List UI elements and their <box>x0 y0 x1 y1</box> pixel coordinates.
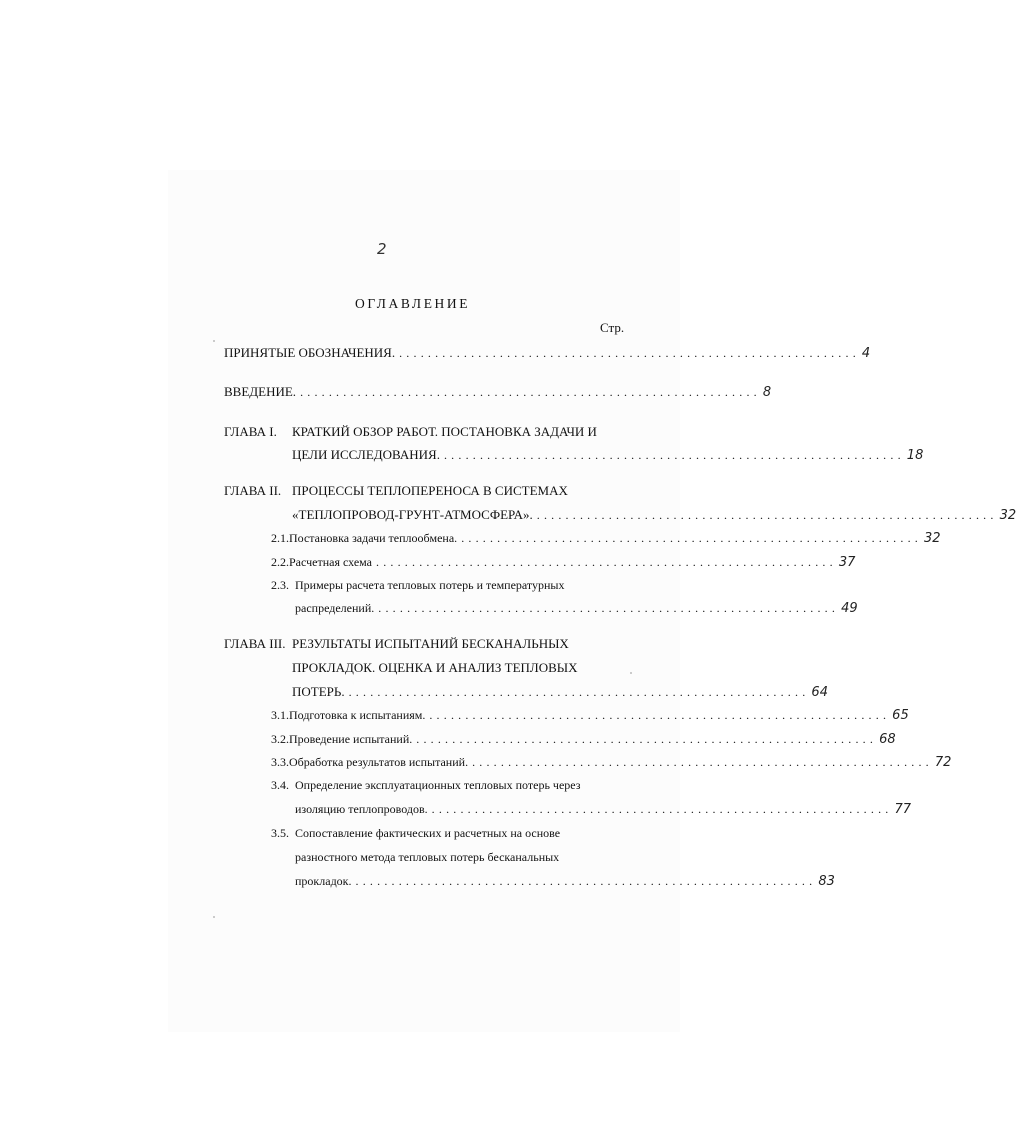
entry-page: 83 <box>818 874 835 889</box>
entry-page: 49 <box>841 601 858 616</box>
toc-section-2-1[interactable] <box>271 531 941 546</box>
toc-section-3-1[interactable] <box>271 708 909 723</box>
entry-text: «ТЕПЛОПРОВОД-ГРУНТ-АТМОСФЕРА». <box>292 507 533 522</box>
section-number: 3.1. <box>271 708 289 722</box>
leader-dots: ................................................................ <box>536 508 998 522</box>
entry-text: Постановка задачи теплообмена. <box>289 531 458 545</box>
section-number: 2.3. <box>271 578 289 592</box>
entry-page: 72 <box>934 755 952 770</box>
toc-chapter-2-heading[interactable] <box>224 483 568 499</box>
entry-text: Расчетная схема <box>289 555 372 569</box>
toc-title: ОГЛАВЛЕНИЕ <box>355 296 471 311</box>
entry-page: 65 <box>892 708 909 723</box>
toc-section-3-4[interactable] <box>271 778 581 793</box>
entry-page: 64 <box>811 685 828 700</box>
section-number: 3.4. <box>271 778 289 792</box>
section-number: 3.3. <box>271 755 289 769</box>
toc-chapter-3-line-2[interactable] <box>292 660 578 676</box>
entry-page: 8 <box>762 385 772 400</box>
scan-speck <box>213 916 215 918</box>
entry-text: ВВЕДЕНИЕ. <box>224 384 297 399</box>
entry-text: ПРИНЯТЫЕ ОБОЗНАЧЕНИЯ. <box>224 345 396 360</box>
toc-section-3-4-end[interactable] <box>295 802 912 817</box>
entry-text: Проведение испытаний. <box>289 732 413 746</box>
scan-speck <box>630 672 632 674</box>
toc-chapter-1-end[interactable] <box>292 447 924 463</box>
entry-text: Примеры расчета тепловых потерь и температурных <box>295 578 565 592</box>
entry-page: 4 <box>861 346 871 361</box>
entry-text: Подготовка к испытаниям. <box>289 708 426 722</box>
entry-page: 68 <box>879 732 896 747</box>
leader-dots: ................................................................ <box>355 874 817 888</box>
toc-section-2-3[interactable] <box>271 578 565 593</box>
toc-section-3-5-end[interactable] <box>295 874 835 889</box>
entry-text: ПОТЕРЬ. <box>292 684 345 699</box>
toc-chapter-1-heading[interactable] <box>224 424 597 440</box>
entry-text: ПРОКЛАДОК. ОЦЕНКА И АНАЛИЗ ТЕПЛОВЫХ <box>292 660 578 675</box>
toc-section-3-5[interactable] <box>271 826 560 841</box>
section-number: 2.2. <box>271 555 289 569</box>
scan-speck <box>213 340 215 342</box>
toc-section-2-2[interactable] <box>271 555 856 570</box>
toc-chapter-3-heading[interactable] <box>224 636 569 652</box>
entry-text: ЦЕЛИ ИССЛЕДОВАНИЯ. <box>292 447 440 462</box>
leader-dots: ................................................................ <box>348 685 810 699</box>
entry-text: Сопоставление фактических и расчетных на основе <box>295 826 561 840</box>
entry-page: 32 <box>924 531 941 546</box>
section-number: 3.2. <box>271 732 289 746</box>
entry-text: изоляцию теплопроводов. <box>295 802 428 816</box>
leader-dots: ................................................................ <box>443 448 905 462</box>
entry-text: КРАТКИЙ ОБЗОР РАБОТ. ПОСТАНОВКА ЗАДАЧИ И <box>292 424 597 439</box>
page-number: 2 <box>377 240 387 258</box>
toc-section-3-2[interactable] <box>271 732 896 747</box>
leader-dots: ................................................................ <box>472 755 933 769</box>
leader-dots: ................................................................ <box>429 708 891 722</box>
toc-entry-notation[interactable] <box>224 345 871 361</box>
section-number: 3.5. <box>271 826 289 840</box>
entry-text: ПРОЦЕССЫ ТЕПЛОПЕРЕНОСА В СИСТЕМАХ <box>292 483 568 498</box>
entry-text: прокладок. <box>295 874 352 888</box>
leader-dots: ................................................................ <box>461 531 922 545</box>
entry-page: 37 <box>838 555 856 570</box>
chapter-label: ГЛАВА I. <box>224 424 277 439</box>
leader-dots: ................................................................ <box>376 555 837 569</box>
page-column-label: Стр. <box>600 320 625 335</box>
toc-chapter-3-end[interactable] <box>292 684 828 700</box>
leader-dots: ................................................................ <box>378 601 840 615</box>
toc-entry-introduction[interactable] <box>224 384 772 400</box>
section-number: 2.1. <box>271 531 289 545</box>
entry-text: Определение эксплуатационных тепловых потерь через <box>295 778 581 792</box>
toc-section-2-3-end[interactable] <box>295 601 858 616</box>
entry-text: РЕЗУЛЬТАТЫ ИСПЫТАНИЙ БЕСКАНАЛЬНЫХ <box>292 636 569 651</box>
leader-dots: ................................................................ <box>416 732 878 746</box>
entry-text: распределений. <box>295 601 375 615</box>
toc-chapter-2-end[interactable] <box>292 507 1016 523</box>
entry-text: разностного метода тепловых потерь бесканальных <box>295 850 560 864</box>
leader-dots: ................................................................ <box>431 802 893 816</box>
toc-section-3-3[interactable] <box>271 755 952 770</box>
chapter-label: ГЛАВА II. <box>224 483 282 498</box>
entry-page: 18 <box>906 448 924 463</box>
leader-dots: ................................................................ <box>300 385 761 399</box>
entry-page: 77 <box>894 802 912 817</box>
entry-text: Обработка результатов испытаний. <box>289 755 469 769</box>
toc-section-3-5-line-2[interactable] <box>295 850 559 865</box>
leader-dots: ................................................................ <box>399 346 860 360</box>
entry-page: 32 <box>999 508 1016 523</box>
chapter-label: ГЛАВА III. <box>224 636 286 651</box>
